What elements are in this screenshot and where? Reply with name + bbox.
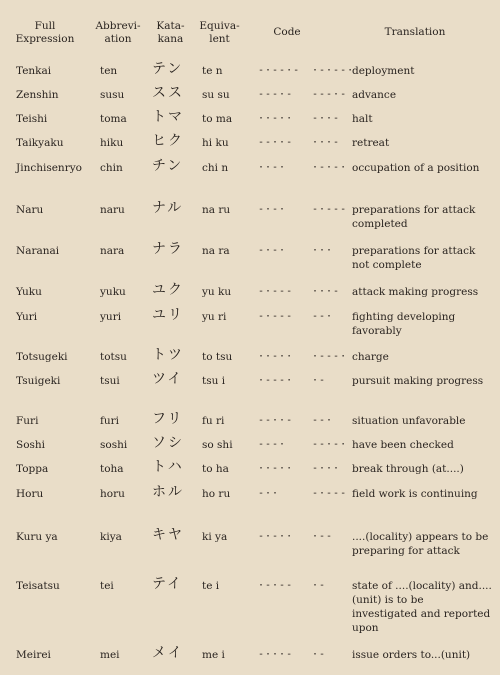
equivalent: te n bbox=[202, 65, 223, 77]
equivalent: ho ru bbox=[202, 488, 231, 500]
code-second: ·-·-· bbox=[312, 162, 348, 173]
code-second: --· bbox=[312, 415, 334, 426]
equivalent: to ha bbox=[202, 463, 229, 475]
translation: occupation of a position bbox=[352, 162, 480, 174]
full-expression: Tsuigeki bbox=[16, 375, 61, 387]
full-expression: Horu bbox=[16, 488, 44, 500]
katakana: ユリ bbox=[152, 307, 184, 323]
translation: attack making progress bbox=[352, 286, 479, 298]
code-second: -··- bbox=[312, 113, 341, 124]
code-first: -·-·· bbox=[258, 531, 294, 542]
equivalent: yu ri bbox=[202, 311, 227, 323]
code-first: ·-·-- bbox=[258, 580, 294, 591]
code-first: ---·- bbox=[258, 89, 294, 100]
katakana: チン bbox=[152, 158, 184, 174]
katakana: テイ bbox=[152, 576, 184, 592]
full-expression: Furi bbox=[16, 415, 39, 427]
full-expression: Zenshin bbox=[16, 89, 59, 101]
translation: retreat bbox=[352, 137, 390, 149]
full-expression: Teishi bbox=[16, 113, 48, 125]
code-first: -···- bbox=[258, 649, 294, 660]
katakana: ツイ bbox=[152, 371, 184, 387]
equivalent: na ra bbox=[202, 245, 230, 257]
header-full-expression: Full Expression bbox=[15, 20, 75, 45]
katakana: トツ bbox=[152, 347, 184, 363]
equivalent: ki ya bbox=[202, 531, 228, 543]
code-first: ··-·· bbox=[258, 113, 294, 124]
header-abbreviation: Abbrevi- ation bbox=[95, 20, 141, 45]
translation: field work is continuing bbox=[352, 488, 478, 500]
code-second: ···- bbox=[312, 286, 341, 297]
abbreviation: tsui bbox=[100, 375, 120, 387]
code-second: -·--- bbox=[312, 488, 348, 499]
equivalent: to ma bbox=[202, 113, 233, 125]
code-first: ·---· bbox=[258, 375, 294, 386]
code-second: ·---· bbox=[312, 351, 348, 362]
code-second: --· bbox=[312, 311, 334, 322]
code-second: -·--- bbox=[312, 204, 348, 215]
abbreviation: yuri bbox=[100, 311, 122, 323]
code-first: -·--·- bbox=[258, 65, 301, 76]
full-expression: Tenkai bbox=[16, 65, 52, 77]
full-expression: Teisatsu bbox=[16, 580, 60, 592]
full-expression: Kuru ya bbox=[16, 531, 58, 543]
abbreviation: kiya bbox=[100, 531, 122, 543]
katakana: メイ bbox=[152, 645, 184, 661]
equivalent: tsu i bbox=[202, 375, 226, 387]
code-first: -·--- bbox=[258, 311, 294, 322]
abbreviation: susu bbox=[100, 89, 125, 101]
code-first: -·--- bbox=[258, 286, 294, 297]
equivalent: fu ri bbox=[202, 415, 225, 427]
translation: pursuit making progress bbox=[352, 375, 484, 387]
full-expression: Naru bbox=[16, 204, 44, 216]
full-expression: Toppa bbox=[16, 463, 49, 475]
equivalent: so shi bbox=[202, 439, 233, 451]
full-expression: Meirei bbox=[16, 649, 51, 661]
code-first: -·-· bbox=[258, 204, 287, 215]
katakana: スス bbox=[152, 85, 184, 101]
katakana: ユク bbox=[152, 282, 184, 298]
code-first: ---· bbox=[258, 439, 287, 450]
translation: halt bbox=[352, 113, 373, 125]
translation: have been checked bbox=[352, 439, 454, 451]
abbreviation: totsu bbox=[100, 351, 127, 363]
translation: charge bbox=[352, 351, 389, 363]
abbreviation: chin bbox=[100, 162, 123, 174]
abbreviation: toha bbox=[100, 463, 124, 475]
full-expression: Jinchisenryo bbox=[16, 162, 82, 174]
header-katakana: Kata- kana bbox=[156, 20, 185, 45]
code-second: ·-·--· bbox=[312, 65, 355, 76]
equivalent: chi n bbox=[202, 162, 229, 174]
code-second: ---·- bbox=[312, 89, 348, 100]
katakana: ホル bbox=[152, 484, 184, 500]
translation: issue orders to...(unit) bbox=[352, 649, 471, 661]
full-expression: Yuku bbox=[16, 286, 42, 298]
code-first: ··-· bbox=[258, 162, 287, 173]
code-second: -··· bbox=[312, 463, 341, 474]
katakana: ヒク bbox=[152, 133, 184, 149]
full-expression: Yuri bbox=[16, 311, 38, 323]
code-first: ··-·· bbox=[258, 351, 294, 362]
equivalent: te i bbox=[202, 580, 220, 592]
translation: advance bbox=[352, 89, 397, 101]
header-equivalent: Equiva- lent bbox=[199, 20, 240, 45]
code-second: ·-- bbox=[312, 531, 334, 542]
abbreviation: horu bbox=[100, 488, 125, 500]
translation: break through (at....) bbox=[352, 463, 464, 475]
full-expression: Naranai bbox=[16, 245, 60, 257]
full-expression: Taikyaku bbox=[16, 137, 64, 149]
abbreviation: hiku bbox=[100, 137, 124, 149]
code-second: ···- bbox=[312, 137, 341, 148]
translation: fighting developing favorably bbox=[352, 311, 456, 337]
katakana: フリ bbox=[152, 411, 184, 427]
equivalent: yu ku bbox=[202, 286, 232, 298]
code-second: ·- bbox=[312, 580, 327, 591]
abbreviation: yuku bbox=[100, 286, 126, 298]
table-header bbox=[0, 20, 500, 60]
equivalent: na ru bbox=[202, 204, 231, 216]
code-second: ·- bbox=[312, 649, 327, 660]
header-translation: Translation bbox=[384, 26, 446, 38]
full-expression: Soshi bbox=[16, 439, 46, 451]
equivalent: su su bbox=[202, 89, 230, 101]
abbreviation: furi bbox=[100, 415, 120, 427]
full-expression: Totsugeki bbox=[16, 351, 68, 363]
code-first: --··- bbox=[258, 415, 294, 426]
translation: deployment bbox=[352, 65, 415, 77]
translation: preparations for attack not complete bbox=[352, 245, 476, 271]
equivalent: to tsu bbox=[202, 351, 233, 363]
abbreviation: soshi bbox=[100, 439, 128, 451]
katakana: テン bbox=[152, 61, 184, 77]
katakana: トハ bbox=[152, 459, 184, 475]
abbreviation: toma bbox=[100, 113, 127, 125]
translation: preparations for attack completed bbox=[352, 204, 476, 230]
code-first: -·-· bbox=[258, 245, 287, 256]
abbreviation: tei bbox=[100, 580, 114, 592]
equivalent: hi ku bbox=[202, 137, 229, 149]
katakana: キヤ bbox=[152, 527, 184, 543]
translation: situation unfavorable bbox=[352, 415, 466, 427]
abbreviation: naru bbox=[100, 204, 125, 216]
code-second: --·-· bbox=[312, 439, 348, 450]
header-code: Code bbox=[273, 26, 301, 38]
katakana: トマ bbox=[152, 109, 184, 125]
code-second: ··· bbox=[312, 245, 334, 256]
katakana: ソシ bbox=[152, 435, 184, 451]
code-first: -·· bbox=[258, 488, 280, 499]
code-first: --··- bbox=[258, 137, 294, 148]
katakana: ナラ bbox=[152, 241, 184, 257]
translation: ....(locality) appears to be preparing for attack bbox=[352, 531, 489, 557]
abbreviation: nara bbox=[100, 245, 125, 257]
translation: state of ....(locality) and....(unit) is to be investigated and reported upon bbox=[352, 580, 492, 634]
katakana: ナル bbox=[152, 200, 184, 216]
code-second: ·- bbox=[312, 375, 327, 386]
abbreviation: ten bbox=[100, 65, 118, 77]
abbreviation: mei bbox=[100, 649, 120, 661]
equivalent: me i bbox=[202, 649, 225, 661]
code-first: ··-·· bbox=[258, 463, 294, 474]
